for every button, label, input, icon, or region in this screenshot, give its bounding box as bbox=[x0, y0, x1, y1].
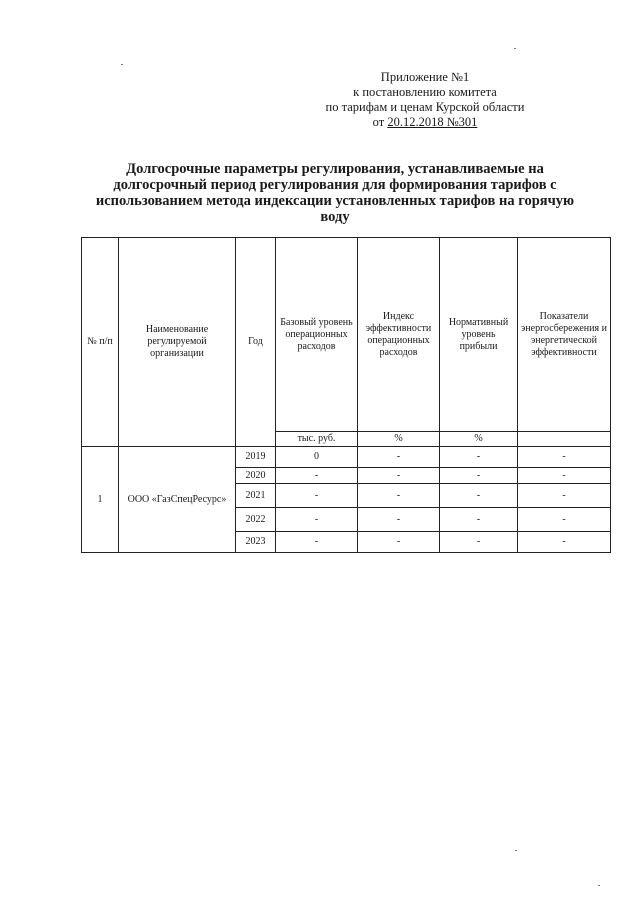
row-profit: - bbox=[440, 484, 518, 508]
scan-speck bbox=[515, 850, 517, 851]
row-num: 1 bbox=[82, 447, 119, 553]
row-base: 0 bbox=[276, 447, 358, 468]
parameters-table bbox=[81, 237, 611, 553]
scan-speck bbox=[514, 48, 516, 49]
row-base: - bbox=[276, 508, 358, 532]
table-header-row bbox=[82, 238, 611, 432]
row-year: 2021 bbox=[236, 484, 276, 508]
appendix-title: Приложение №1 bbox=[380, 70, 470, 84]
row-year: 2023 bbox=[236, 532, 276, 553]
scan-speck bbox=[121, 64, 123, 65]
row-index: - bbox=[358, 532, 440, 553]
row-base: - bbox=[276, 468, 358, 484]
row-index: - bbox=[358, 484, 440, 508]
row-profit: - bbox=[440, 447, 518, 468]
header-org: Наименование регулируемой организации bbox=[119, 238, 236, 447]
appendix-subtitle: к постановлению комитета bbox=[353, 85, 497, 99]
row-org: ООО «ГазСпецРесурс» bbox=[119, 447, 236, 553]
appendix-date-number: 20.12.2018 №301 bbox=[387, 115, 478, 129]
row-index: - bbox=[358, 468, 440, 484]
unit-energy bbox=[518, 432, 611, 447]
unit-profit: % bbox=[440, 432, 518, 447]
row-energy: - bbox=[518, 468, 611, 484]
unit-index: % bbox=[358, 432, 440, 447]
row-profit: - bbox=[440, 532, 518, 553]
row-energy: - bbox=[518, 484, 611, 508]
appendix-authority: по тарифам и ценам Курской области bbox=[325, 100, 525, 114]
row-year: 2019 bbox=[236, 447, 276, 468]
unit-base: тыс. руб. bbox=[276, 432, 358, 447]
row-year: 2022 bbox=[236, 508, 276, 532]
header-energy: Показатели энергосбережения и энергетической эффективности bbox=[518, 238, 611, 432]
row-energy: - bbox=[518, 447, 611, 468]
row-index: - bbox=[358, 447, 440, 468]
row-energy: - bbox=[518, 508, 611, 532]
document-title: Долгосрочные параметры регулирования, устанавливаемые на долгосрочный период регулирования для формирования тарифов с использованием метода индексации установленных тарифов на горячую воду bbox=[95, 161, 575, 225]
header-year: Год bbox=[236, 238, 276, 447]
row-base: - bbox=[276, 532, 358, 553]
appendix-block bbox=[300, 70, 550, 130]
header-num: № п/п bbox=[82, 238, 119, 447]
appendix-date-prefix: от bbox=[372, 115, 385, 129]
row-year: 2020 bbox=[236, 468, 276, 484]
header-index: Индекс эффективности операционных расходов bbox=[358, 238, 440, 432]
appendix-date-line bbox=[300, 115, 550, 130]
table-row bbox=[82, 447, 611, 468]
row-energy: - bbox=[518, 532, 611, 553]
row-profit: - bbox=[440, 468, 518, 484]
row-profit: - bbox=[440, 508, 518, 532]
header-profit: Нормативный уровень прибыли bbox=[440, 238, 518, 432]
row-index: - bbox=[358, 508, 440, 532]
scan-speck bbox=[598, 885, 600, 886]
header-base: Базовый уровень операционных расходов bbox=[276, 238, 358, 432]
row-base: - bbox=[276, 484, 358, 508]
